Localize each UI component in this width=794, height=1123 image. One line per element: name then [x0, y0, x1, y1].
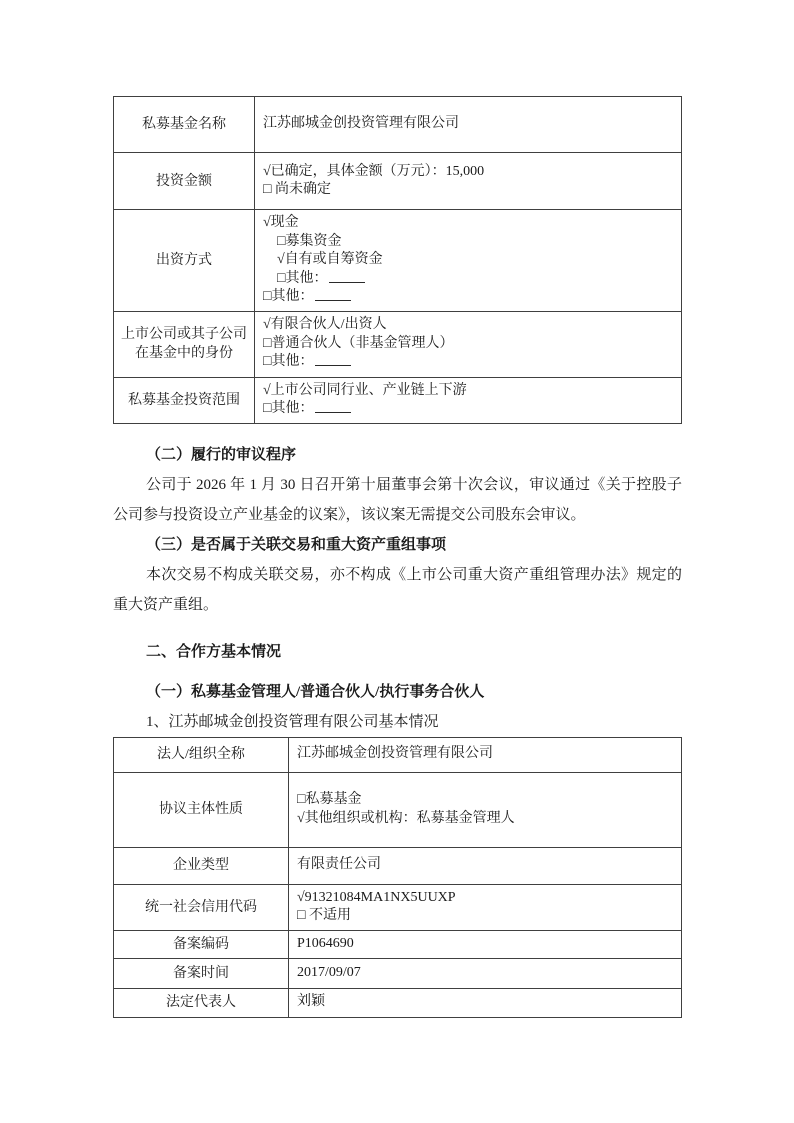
- row-label-line: 法定代表人: [166, 995, 236, 1010]
- field-line: [297, 856, 673, 875]
- row-value: [255, 311, 682, 377]
- field-line: [263, 214, 673, 233]
- field-text: √91321084MA1NX5UUXP: [297, 889, 456, 905]
- field-text: √上市公司同行业、产业链上下游: [263, 382, 467, 398]
- field-text: □其他：: [263, 289, 314, 304]
- field-text: 江苏邮城金创投资管理有限公司: [263, 116, 459, 132]
- field-line: [263, 163, 673, 182]
- row-label: [114, 377, 255, 423]
- table-row: [114, 210, 682, 312]
- field-text: □ 不适用: [297, 908, 351, 923]
- blank-underline: [315, 355, 351, 366]
- row-label: [114, 884, 289, 930]
- field-line: [297, 964, 673, 983]
- field-line: [297, 791, 673, 810]
- row-value: [289, 988, 682, 1017]
- field-line: [297, 907, 673, 926]
- row-label: [114, 153, 255, 210]
- blank-underline: [315, 290, 351, 301]
- table-row: [114, 737, 682, 772]
- item-manager-basic-info: 1、江苏邮城金创投资管理有限公司基本情况: [146, 713, 439, 730]
- field-line: [263, 233, 673, 252]
- field-text: 有限责任公司: [297, 857, 381, 873]
- row-value: [289, 930, 682, 958]
- row-label: [114, 772, 289, 847]
- table-row: [114, 97, 682, 153]
- blank-underline: [329, 272, 365, 283]
- row-label-line: 出资方式: [156, 252, 212, 268]
- field-text: □其他：: [277, 270, 328, 286]
- field-line: [297, 810, 673, 829]
- field-line: [263, 288, 673, 307]
- field-line: [263, 270, 673, 289]
- field-text: 刘颖: [297, 994, 325, 1010]
- field-text: √其他组织或机构：私募基金管理人: [297, 810, 515, 826]
- field-text: √有限合伙人/出资人: [263, 317, 387, 333]
- row-value: [255, 97, 682, 153]
- table-row: [114, 847, 682, 884]
- private-fund-info-table: [113, 96, 682, 424]
- field-line: [263, 316, 673, 335]
- field-text: 江苏邮城金创投资管理有限公司: [297, 746, 493, 762]
- field-text: □ 尚未确定: [263, 182, 331, 197]
- table-row: [114, 884, 682, 930]
- paragraph-related-transaction: 本次交易不构成关联交易，亦不构成《上市公司重大资产重组管理办法》规定的重大资产重组。: [113, 566, 682, 613]
- table-row: [114, 311, 682, 377]
- field-line: [297, 935, 673, 954]
- field-text: P1064690: [297, 935, 354, 951]
- row-label: [114, 210, 255, 312]
- row-label-line: 在基金中的身份: [135, 346, 233, 361]
- table-row: [114, 988, 682, 1017]
- row-label: [114, 930, 289, 958]
- row-label-line: 法人/组织全称: [157, 747, 245, 762]
- row-label: [114, 847, 289, 884]
- row-label-line: 上市公司或其子公司: [121, 327, 247, 342]
- heading-review-procedure: （二）履行的审议程序: [146, 446, 297, 463]
- field-line: [297, 993, 673, 1012]
- row-label-line: 协议主体性质: [159, 802, 243, 817]
- field-text: □普通合伙人（非基金管理人）: [263, 335, 454, 351]
- table-row: [114, 772, 682, 847]
- field-text: 2017/09/07: [297, 964, 361, 980]
- heading-partner-basics: 二、合作方基本情况: [146, 643, 282, 660]
- row-value: [255, 210, 682, 312]
- field-text: □其他：: [263, 354, 314, 370]
- paragraph-review-procedure: 公司于 2026 年 1 月 30 日召开第十届董事会第十次会议，审议通过《关于控股子公司参与投资设立产业基金的议案》，该议案无需提交公司股东会审议。: [113, 476, 682, 523]
- field-line: [263, 335, 673, 354]
- table-row: [114, 377, 682, 423]
- row-label-line: 投资金额: [156, 173, 212, 189]
- field-text: √现金: [263, 215, 299, 230]
- row-label-line: 备案编码: [173, 936, 229, 952]
- row-label-line: 统一社会信用代码: [145, 899, 257, 915]
- table-row: [114, 958, 682, 988]
- row-value: [289, 958, 682, 988]
- row-label: [114, 97, 255, 153]
- field-line: [263, 382, 673, 401]
- document-content: [113, 96, 682, 1018]
- row-label-line: 私募基金投资范围: [128, 392, 240, 408]
- row-label-line: 企业类型: [173, 858, 229, 873]
- row-value: [289, 772, 682, 847]
- field-text: √自有或自筹资金: [277, 252, 383, 267]
- field-line: [297, 745, 673, 764]
- row-value: [289, 737, 682, 772]
- field-text: □私募基金: [297, 792, 362, 807]
- table-row: [114, 930, 682, 958]
- table-row: [114, 153, 682, 210]
- field-line: [297, 889, 673, 908]
- row-value: [255, 377, 682, 423]
- field-text: √已确定，具体金额（万元）：15,000: [263, 163, 485, 179]
- field-text: □其他：: [263, 401, 314, 416]
- row-label: [114, 958, 289, 988]
- field-line: [263, 400, 673, 419]
- row-label-line: 私募基金名称: [142, 117, 226, 132]
- field-line: [263, 353, 673, 372]
- heading-fund-manager: （一）私募基金管理人/普通合伙人/执行事务合伙人: [146, 683, 485, 700]
- row-label: [114, 737, 289, 772]
- row-value: [255, 153, 682, 210]
- row-label-line: 备案时间: [173, 965, 229, 981]
- row-label: [114, 311, 255, 377]
- row-label: [114, 988, 289, 1017]
- heading-related-transaction: （三）是否属于关联交易和重大资产重组事项: [146, 536, 447, 553]
- row-value: [289, 884, 682, 930]
- field-line: [263, 181, 673, 200]
- fund-manager-info-table: [113, 737, 682, 1018]
- field-text: □募集资金: [277, 233, 342, 249]
- field-line: [263, 115, 673, 134]
- blank-underline: [315, 402, 351, 413]
- field-line: [263, 251, 673, 270]
- row-value: [289, 847, 682, 884]
